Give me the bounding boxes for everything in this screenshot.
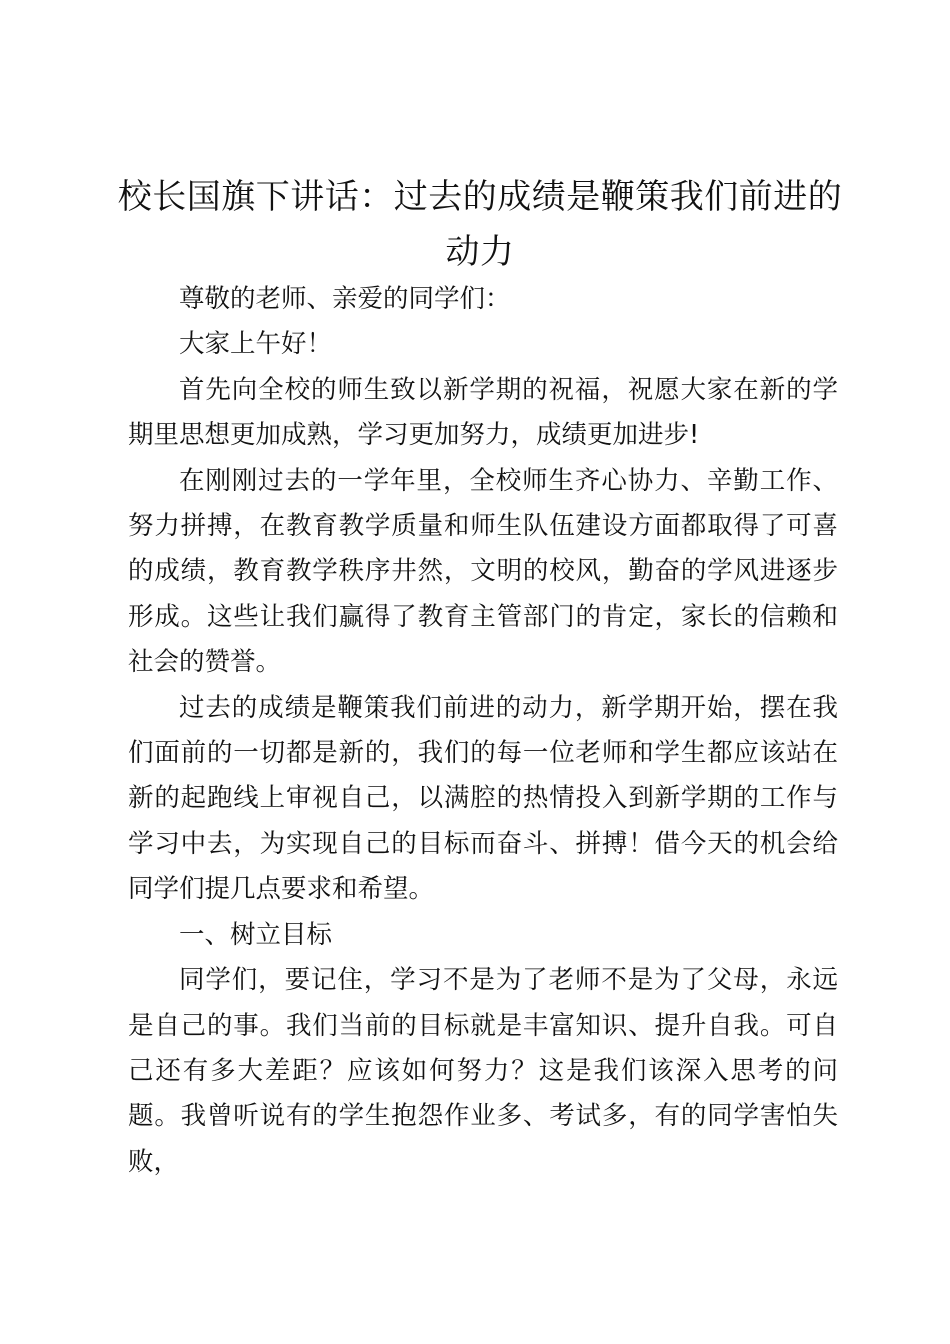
blessing-paragraph: 首先向全校的师生致以新学期的祝福，祝愿大家在新的学期里思想更加成熟，学习更加努力，成绩更加进步! — [128, 374, 838, 451]
achievements-paragraph: 在刚刚过去的一学年里，全校师生齐心协力、辛勤工作、努力拼搏，在教育教学质量和师生队伍建设方面都取得了可喜的成绩，教育教学秩序井然，文明的校风，勤奋的学风进逐步形成。这些让我们赢得了教育主管部门的肯定，家长的信赖和社会的赞誉。 — [128, 465, 838, 678]
section-heading: 一、树立目标 — [179, 919, 333, 950]
greeting-paragraph: 尊敬的老师、亲爱的同学们： — [179, 284, 511, 314]
document-title: 校长国旗下讲话：过去的成绩是鞭策我们前进的动力 — [117, 177, 843, 272]
salutation-paragraph: 大家上午好！ — [179, 329, 333, 360]
motivation-paragraph: 过去的成绩是鞭策我们前进的动力，新学期开始，摆在我们面前的一切都是新的，我们的每一位老师和学生都应该站在新的起跑线上审视自己，以满腔的热情投入到新学期的工作与学习中去，为实现自己的目标而奋斗、拼搏！借今天的机会给同学们提几点要求和希望。 — [128, 692, 838, 905]
document-body — [128, 277, 838, 1185]
goals-paragraph: 同学们，要记住，学习不是为了老师不是为了父母，永远是自己的事。我们当前的目标就是丰富知识、提升自我。可自己还有多大差距？应该如何努力？这是我们该深入思考的问题。我曾听说有的学生抱怨作业多、考试多，有的同学害怕失败， — [128, 965, 838, 1177]
